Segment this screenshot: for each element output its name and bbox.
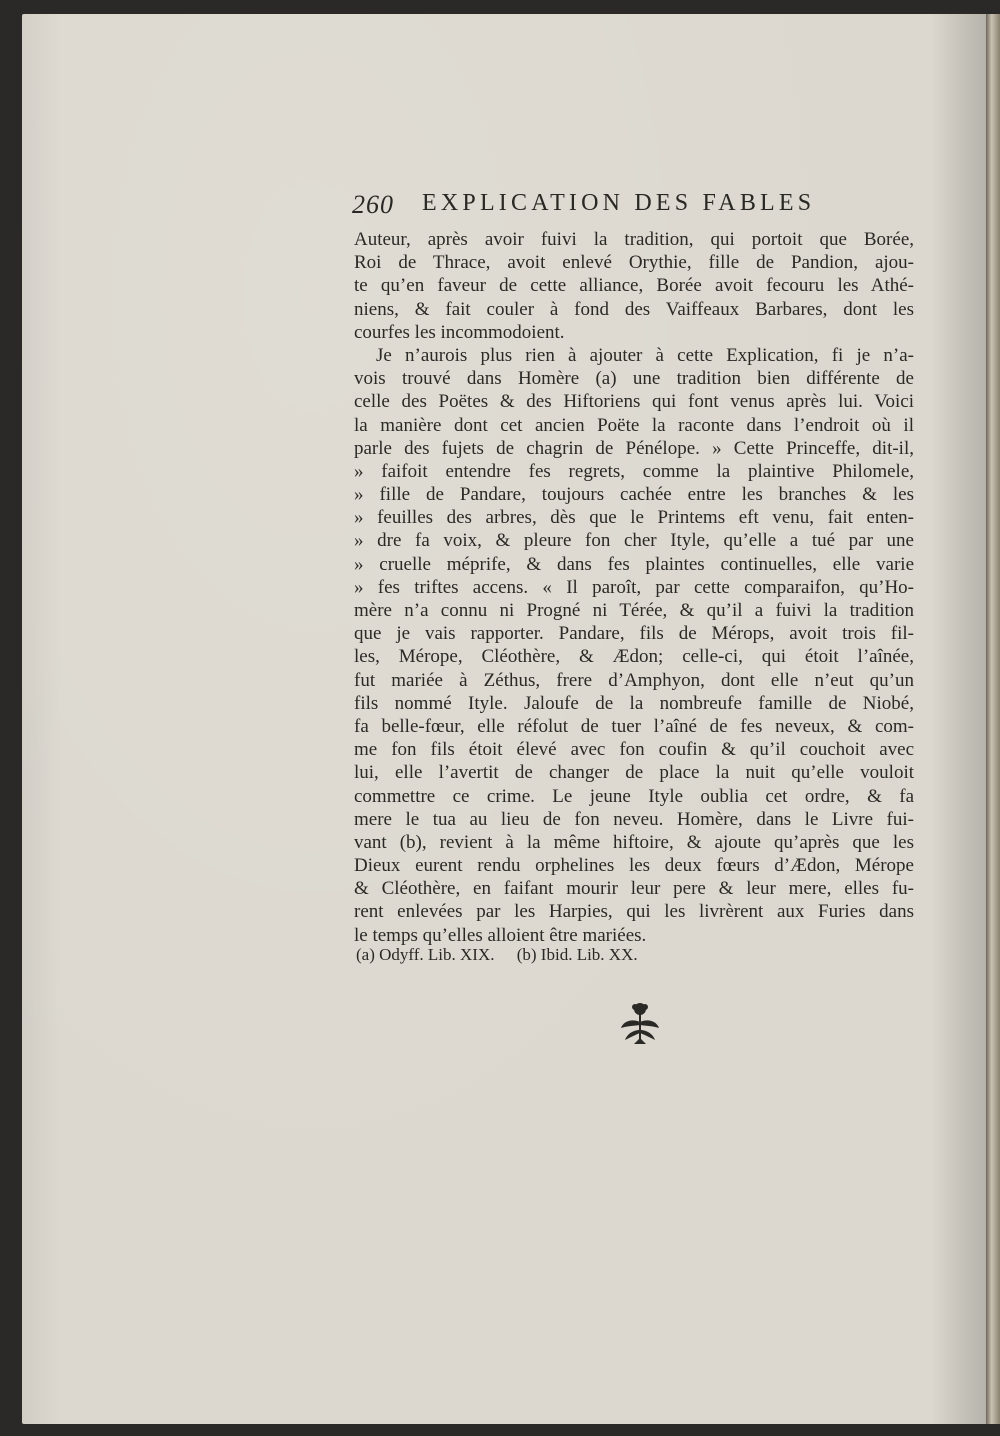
page-header: [352, 186, 852, 222]
text-line: rent enlevées par les Harpies, qui les livrèrent aux Furies dans: [354, 901, 914, 923]
text-line: mere le tua au lieu de fon neveu. Homère, dans le Livre fui-: [354, 808, 914, 830]
text-line: » fes triftes accens. « Il paroît, par cette comparaifon, qu’Ho-: [354, 576, 914, 598]
text-line: » feuilles des arbres, dès que le Printems eft venu, fait enten-: [354, 507, 914, 529]
text-line: la manière dont cet ancien Poëte la raconte dans l’endroit où il: [354, 414, 914, 436]
text-line: parle des fujets de chagrin de Pénélope. » Cette Princeffe, dit-il,: [354, 437, 914, 459]
body-text: [354, 228, 914, 947]
text-line: que je vais rapporter. Pandare, fils de Mérops, avoit trois fil-: [354, 623, 914, 645]
page-number: 260: [352, 190, 394, 219]
fleuron-icon: [615, 1000, 665, 1050]
footnote-b: (b) Ibid. Lib. XX.: [516, 945, 638, 964]
text-line: me fon fils étoit élevé avec fon coufin & qu’il couchoit avec: [354, 739, 914, 761]
text-line: fils nommé Ityle. Jaloufe de la nombreufe famille de Niobé,: [354, 692, 914, 714]
text-line: vant (b), revient à la même hiftoire, & ajoute qu’après que les: [354, 831, 914, 853]
text-line: fa belle-fœur, elle réfolut de tuer l’aîné de fes neveux, & com-: [354, 715, 914, 737]
text-line: te qu’en faveur de cette alliance, Borée avoit fecouru les Athé-: [354, 275, 914, 297]
text-line: Roi de Thrace, avoit enlevé Orythie, fille de Pandion, ajou-: [354, 252, 914, 274]
footnote-a: (a) Odyff. Lib. XIX.: [356, 945, 495, 964]
text-line: fut mariée à Zéthus, frere d’Amphyon, dont elle n’eut qu’un: [354, 669, 914, 691]
running-title: EXPLICATION DES FABLES: [422, 190, 816, 216]
text-line: commettre ce crime. Le jeune Ityle oublia cet ordre, & fa: [354, 785, 914, 807]
text-line: mère n’a connu ni Progné ni Térée, & qu’il a fuivi la tradition: [354, 600, 914, 621]
text-line: celle des Poëtes & des Hiftoriens qui font venus après lui. Voici: [354, 391, 914, 413]
text-line: » fille de Pandare, toujours cachée entre les branches & les: [354, 484, 914, 506]
text-line: Auteur, après avoir fuivi la tradition, qui portoit que Borée,: [354, 229, 914, 250]
next-page-edge: [986, 14, 1000, 1424]
text-line: lui, elle l’avertit de changer de place la nuit qu’elle vouloit: [354, 762, 914, 784]
text-line: niens, & fait couler à fond des Vaiffeaux Barbares, dont les: [354, 298, 914, 320]
text-line: » dre fa voix, & pleure fon cher Ityle, qu’elle a tué par une: [354, 530, 914, 552]
text-line: les, Mérope, Cléothère, & Ædon; celle-ci, qui étoit l’aînée,: [354, 646, 914, 668]
text-line: » cruelle méprife, & dans fes plaintes continuelles, elle varie: [354, 553, 914, 575]
footnotes: [356, 945, 776, 965]
text-line: & Cléothère, en faifant mourir leur pere & leur mere, elles fu-: [354, 878, 914, 900]
text-line: Je n’aurois plus rien à ajouter à cette Explication, fi je n’a-: [376, 344, 914, 366]
text-line: courfes les incommodoient.: [354, 321, 565, 343]
text-line: » faifoit entendre fes regrets, comme la plaintive Philomele,: [354, 460, 914, 482]
text-line: Dieux eurent rendu orphelines les deux fœurs d’Ædon, Mérope: [354, 855, 914, 877]
text-line: le temps qu’elles alloient être mariées.: [354, 924, 647, 946]
text-line: vois trouvé dans Homère (a) une tradition bien différente de: [354, 368, 914, 390]
